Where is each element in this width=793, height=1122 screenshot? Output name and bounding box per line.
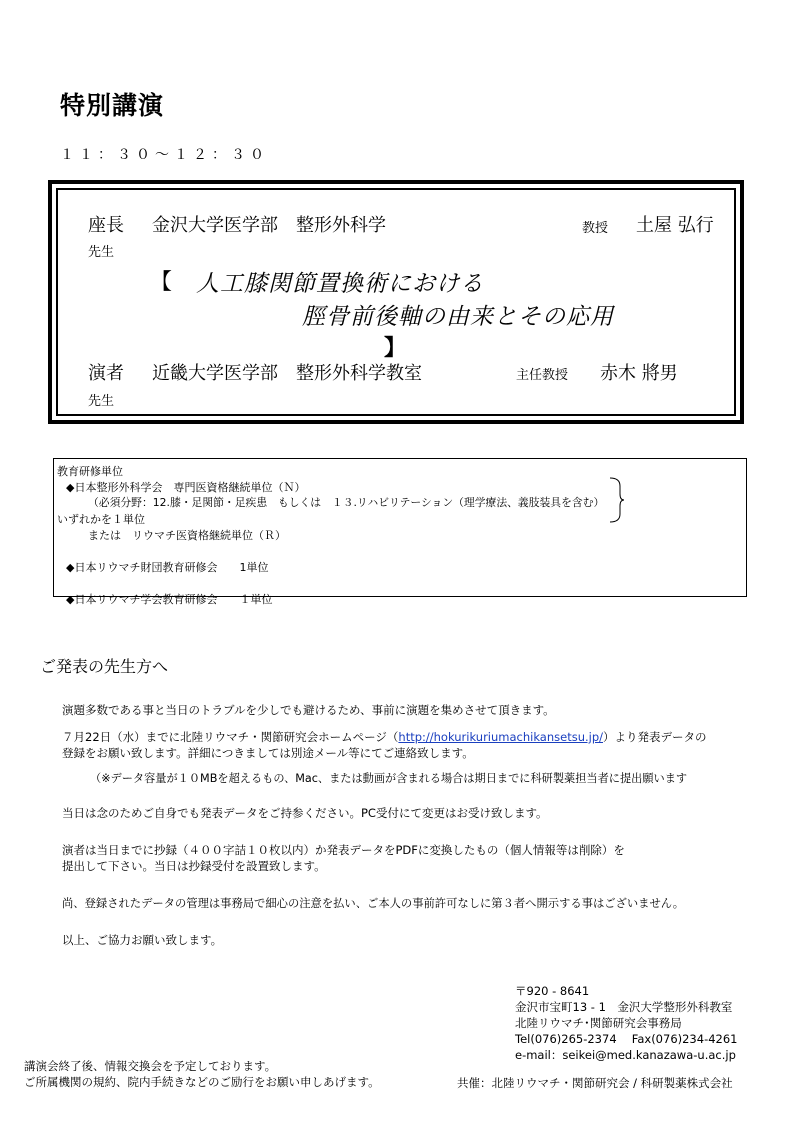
para-2-suffix: ）より発表データの [603,730,707,744]
speaker-role: 主任教授 [516,368,569,383]
education-foundation-credit: ◆日本リウマチ財団教育研修会 1単位 [66,561,269,574]
address-postal: 〒920 - 8641 [515,984,590,998]
speaker-label: 演者 [88,363,124,384]
chair-label: 座長 [88,215,124,236]
chair-role: 教授 [582,221,609,236]
presenters-para-1: 演題多数である事と当日のトラブルを少しでも避けるため、事前に演題を集めさせて頂きます。 [62,703,555,717]
presenters-para-4: 当日は念のためご自身でも発表データをご持参ください。PC受付にて変更はお受け致します。 [62,806,548,820]
footer-sponsor: 共催：北陸リウマチ・関節研究会 / 科研製薬株式会社 [457,1076,733,1090]
presenters-para-2-line2: 登録をお願い致します。詳細につきましては別途メール等にてご連絡致します。 [62,746,474,760]
address-office: 北陸リウマチ･関節研究会事務局 [515,1016,682,1030]
homepage-link[interactable]: http://hokurikuriumachikansetsu.jp/ [398,730,604,744]
footer-note-2: ご所属機関の規約、院内手続きなどのご励行をお願い申しあげます。 [24,1075,380,1089]
presenters-para-6: 尚、登録されたデータの管理は事務局で細心の注意を払い、ご本人の事前許可なしに第３者へ開示する事はございません。 [62,897,685,910]
title-close-bracket: 】 [384,336,407,361]
page-title: 特別講演 [60,91,165,120]
education-jos-fields: （必須分野：12.膝・足関節・足疾患 もしくは １３.リハビリテーション（理学療法、義肢装具を含む） [88,496,605,509]
speaker-name: 赤木 將男 [600,363,678,384]
title-open-bracket: 【 [150,270,173,295]
presenters-para-5-line2: 提出して下さい。当日は抄録受付を設置致します。 [62,859,326,873]
presenters-para-2 [62,729,707,745]
lecture-title-line2: 脛骨前後軸の由来とその応用 [302,304,614,330]
education-rheuma-credit: または リウマチ医資格継続単位（Ｒ） [88,529,286,542]
education-either: いずれかを１単位 [57,513,145,526]
lecture-title-line1: 人工膝関節置換術における [196,271,484,297]
education-society-credit: ◆日本リウマチ学会教育研修会 １単位 [66,593,273,606]
chair-name: 土屋 弘行 [636,215,714,236]
address-email: e-mail：seikei@med.kanazawa-u.ac.jp [515,1048,736,1062]
address-street: 金沢市宝町13 - 1 金沢大学整形外科教室 [515,1000,733,1014]
address-phone: Tel(076)265-2374 Fax(076)234-4261 [515,1032,738,1046]
presenters-para-3: （※データ容量が１０MBを超えるもの、Mac、または動画が含まれる場合は期日までに科研製薬担当者に提出願います [90,772,688,785]
education-jos-credit: ◆日本整形外科学会 専門医資格継続単位（Ｎ） [66,481,306,494]
presenters-heading: ご発表の先生方へ [40,657,169,676]
footer-note-1: 講演会終了後、情報交換会を予定しております。 [24,1059,277,1073]
para-2-prefix: ７月22日（水）までに北陸リウマチ・関節研究会ホームページ（ [62,730,399,744]
chair-affiliation: 金沢大学医学部 整形外科学 [152,215,386,236]
education-heading: 教育研修単位 [57,465,123,478]
chair-suffix: 先生 [88,245,115,260]
session-time: １１：３０～１２：３０ [60,147,269,163]
right-brace [606,476,626,524]
speaker-suffix: 先生 [88,394,115,409]
speaker-affiliation: 近畿大学医学部 整形外科学教室 [152,363,422,384]
presenters-para-7: 以上、ご協力お願い致します。 [62,933,223,947]
presenters-para-5-line1: 演者は当日までに抄録（４００字詰１０枚以内）か発表データをPDFに変換したもの（個人情報等は削除）を [62,843,625,857]
